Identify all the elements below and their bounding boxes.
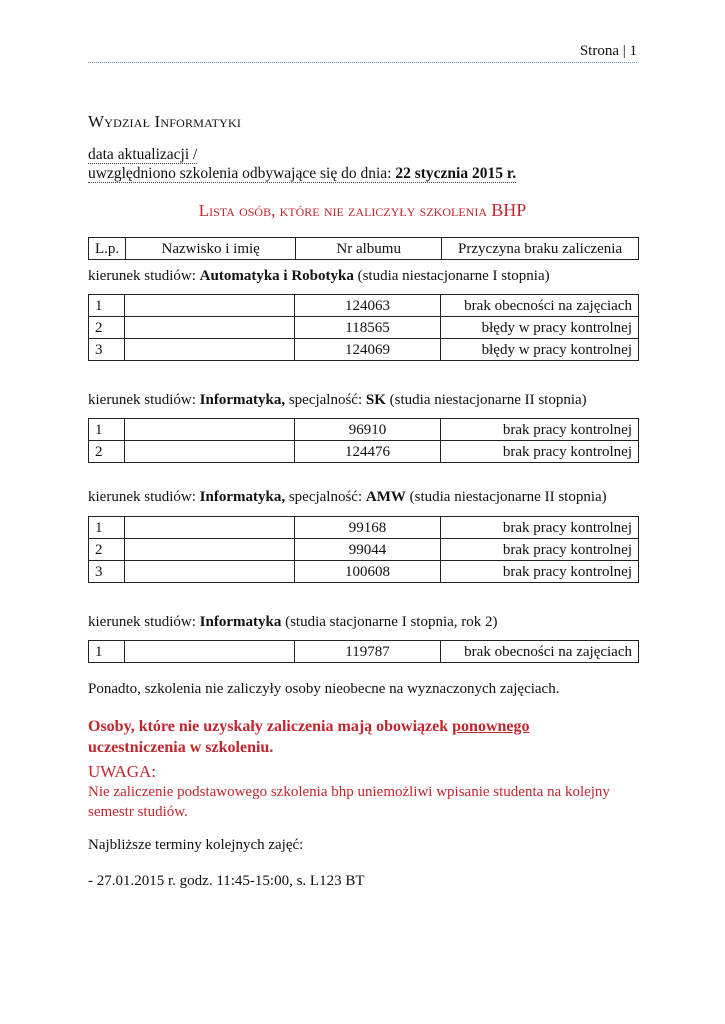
cell-lp: 1 — [89, 517, 125, 539]
cell-name — [125, 517, 295, 539]
table-row — [89, 295, 639, 317]
absent-note: Ponadto, szkolenia nie zaliczyły osoby nieobecne na wyznaczonych zajęciach. — [88, 681, 560, 697]
cell-lp: 3 — [89, 339, 125, 361]
section-suffix: (studia niestacjonarne II stopnia) — [405, 489, 607, 505]
section-spec-prefix: specjalność: — [285, 489, 366, 505]
header-divider — [88, 62, 637, 63]
cell-lp: 1 — [89, 419, 125, 441]
obligation-text: Osoby, które nie uzyskały zaliczenia mają obowiązek — [88, 718, 453, 735]
cell-lp: 2 — [89, 317, 125, 339]
cell-lp: 2 — [89, 441, 125, 463]
section-suffix: (studia stacjonarne I stopnia, rok 2) — [281, 614, 498, 630]
section-field: Informatyka, — [199, 489, 286, 505]
cell-name — [125, 561, 295, 583]
warning-text: Nie zaliczenie podstawowego szkolenia bhp uniemożliwi wpisanie studenta na kolejny semestr studiów. — [88, 784, 610, 820]
section-label — [88, 614, 498, 631]
section-spec: AMW — [365, 489, 406, 505]
section-suffix: (studia niestacjonarne II stopnia) — [385, 392, 587, 408]
list-title-bhp: BHP — [491, 200, 527, 220]
cell-album: 124063 — [295, 295, 441, 317]
cell-name — [125, 641, 295, 663]
section-prefix: kierunek studiów: — [88, 614, 200, 630]
cell-name — [125, 441, 295, 463]
section-prefix: kierunek studiów: — [88, 268, 200, 284]
section-spec: SK — [365, 392, 386, 408]
obligation-underlined: ponownego — [452, 718, 530, 735]
students-table — [88, 640, 639, 663]
section-suffix: (studia niestacjonarne I stopnia) — [353, 268, 550, 284]
cell-album: 118565 — [295, 317, 441, 339]
cell-reason: błędy w pracy kontrolnej — [441, 317, 639, 339]
cell-name — [125, 317, 295, 339]
warning-title: UWAGA: — [88, 762, 156, 781]
students-table — [88, 516, 639, 583]
header-name: Nazwisko i imię — [126, 238, 296, 260]
section-field: Informatyka, — [199, 392, 286, 408]
obligation-note — [88, 716, 608, 758]
students-table — [88, 294, 639, 361]
table-row — [89, 561, 639, 583]
list-title — [0, 200, 725, 221]
cell-album: 119787 — [295, 641, 441, 663]
cell-name — [125, 339, 295, 361]
cell-reason: brak pracy kontrolnej — [441, 561, 639, 583]
update-prefix: uwzględniono szkolenia odbywające się do dnia: — [88, 165, 396, 182]
students-table — [88, 418, 639, 463]
cell-name — [125, 419, 295, 441]
update-date: 22 stycznia 2015 r. — [395, 165, 517, 182]
next-date-item: - 27.01.2015 r. godz. 11:45-15:00, s. L123 BT — [88, 873, 365, 889]
cell-name — [125, 295, 295, 317]
header-lp: L.p. — [89, 238, 126, 260]
cell-lp: 2 — [89, 539, 125, 561]
header-album: Nr albumu — [296, 238, 442, 260]
cell-reason: brak obecności na zajęciach — [441, 641, 639, 663]
header-row — [89, 238, 639, 260]
cell-lp: 3 — [89, 561, 125, 583]
cell-album: 100608 — [295, 561, 441, 583]
update-line-2 — [88, 166, 516, 183]
cell-reason: brak obecności na zajęciach — [441, 295, 639, 317]
update-line-1: data aktualizacji / — [88, 146, 198, 163]
next-dates-title: Najbliższe terminy kolejnych zajęć: — [88, 837, 304, 853]
section-label — [88, 268, 550, 285]
cell-album: 124069 — [295, 339, 441, 361]
cell-album: 124476 — [295, 441, 441, 463]
cell-reason: brak pracy kontrolnej — [441, 419, 639, 441]
section-prefix: kierunek studiów: — [88, 392, 200, 408]
cell-lp: 1 — [89, 295, 125, 317]
list-title-main: Lista osób, które nie zaliczyły szkolenia — [198, 201, 487, 220]
cell-reason: brak pracy kontrolnej — [441, 539, 639, 561]
table-row — [89, 517, 639, 539]
section-field: Informatyka — [199, 614, 282, 630]
table-row — [89, 339, 639, 361]
cell-album: 99168 — [295, 517, 441, 539]
column-header-table — [88, 237, 639, 260]
section-spec-prefix: specjalność: — [285, 392, 366, 408]
cell-reason: błędy w pracy kontrolnej — [441, 339, 639, 361]
cell-name — [125, 539, 295, 561]
faculty-name: Wydział Informatyki — [88, 112, 242, 131]
obligation-rest: uczestniczenia w szkoleniu. — [88, 739, 274, 756]
page-number: Strona | 1 — [579, 43, 637, 59]
table-row — [89, 441, 639, 463]
cell-album: 96910 — [295, 419, 441, 441]
cell-album: 99044 — [295, 539, 441, 561]
section-label — [88, 392, 587, 409]
table-row — [89, 317, 639, 339]
table-row — [89, 641, 639, 663]
cell-lp: 1 — [89, 641, 125, 663]
table-row — [89, 539, 639, 561]
section-field: Automatyka i Robotyka — [199, 268, 354, 284]
table-row — [89, 419, 639, 441]
cell-reason: brak pracy kontrolnej — [441, 441, 639, 463]
cell-reason: brak pracy kontrolnej — [441, 517, 639, 539]
header-reason: Przyczyna braku zaliczenia — [442, 238, 639, 260]
section-prefix: kierunek studiów: — [88, 489, 200, 505]
section-label — [88, 489, 607, 506]
